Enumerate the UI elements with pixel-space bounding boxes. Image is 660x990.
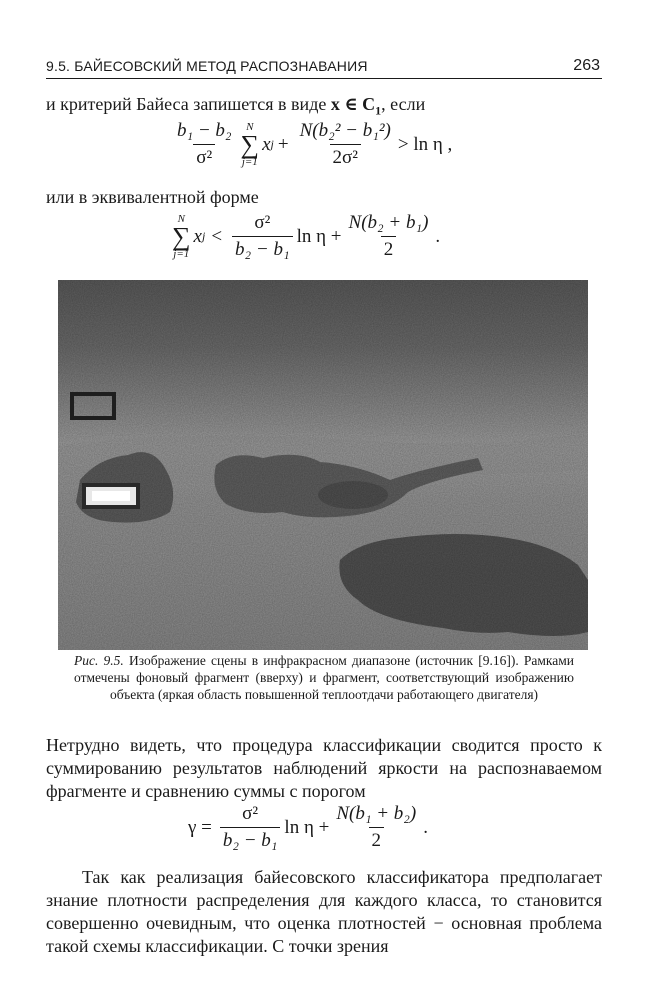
fraction-1: $\frac{\text{b₁ − b₂}}{\text{σ²}}$ (177, 120, 232, 168)
running-header (46, 52, 602, 79)
figure-label: Рис. 9.5. (74, 653, 124, 668)
fraction-1: $\frac{\text{σ²}}{\text{b₂ − b₁}}$ (232, 212, 293, 261)
infrared-scene-image (58, 280, 588, 650)
intro-line: и критерий Байеса запишется в виде x ∈ $C_1$, если (46, 94, 426, 118)
paragraph-1: Нетрудно видеть, что процедура классификации сводится просто к суммированию результатов наблюдений яркости на распознаваемом фрагменте и сравнению суммы с порогом (46, 735, 602, 801)
class-condition: x ∈ $C_1$ (330, 94, 382, 118)
page-number: 263 (573, 57, 600, 74)
formula-equivalent: N ∑ j=1 x j < $\frac{\text{σ²}}{\text{b₂ − b₁}}$ ln η + $\frac{\text{N(b₂ + b₁)}}{2}$ . (172, 212, 441, 260)
fraction-2: $\frac{\text{N(b₂ + b₁)}}{2}$ (348, 212, 429, 260)
paragraph-2: Так как реализация байесовского классификатора предполагает знание плотности распределения для каждого класса, то становится совершенно очевидным, что оценка плотностей − основная проблема такой схемы классификации. С точки зрения (46, 867, 602, 956)
sum-symbol: N ∑ j=1 (240, 120, 260, 168)
equiv-line: или в эквивалентной форме (46, 187, 259, 207)
fraction-1: $\frac{\text{σ²}}{\text{b₂ − b₁}}$ (220, 803, 281, 852)
fraction-2: $\frac{\text{N(b₂² − b₁²)}}{\text{2σ²}}$ (299, 120, 391, 168)
fraction-2: $\frac{\text{N(b₁ + b₂)}}{2}$ (336, 803, 417, 851)
sum-symbol: N ∑ j=1 (172, 212, 191, 260)
figure-caption: Рис. 9.5. Изображение сцены в инфракрасном диапазоне (источник [9.16]). Рамками отмечены фоновый фрагмент (вверху) и фрагмент, соответствующий изображению объекта (яркая область повышенной теплоотдачи работающего двигателя) (74, 653, 575, 702)
formula-threshold: γ = $\frac{\text{σ²}}{\text{b₂ − b₁}}$ ln η + $\frac{\text{N(b₁ + b₂)}}{2}$ . (188, 803, 428, 851)
formula-bayes-criterion: $\frac{\text{b₁ − b₂}}{\text{σ²}}$ N ∑ j=1 x j + $\frac{\text{N(b₂² − b₁²)}}{\text{2σ²}}$ > ln η , (170, 120, 452, 169)
section-title: 9.5. БАЙЕСОВСКИЙ МЕТОД РАСПОЗНАВАНИЯ (46, 58, 368, 74)
